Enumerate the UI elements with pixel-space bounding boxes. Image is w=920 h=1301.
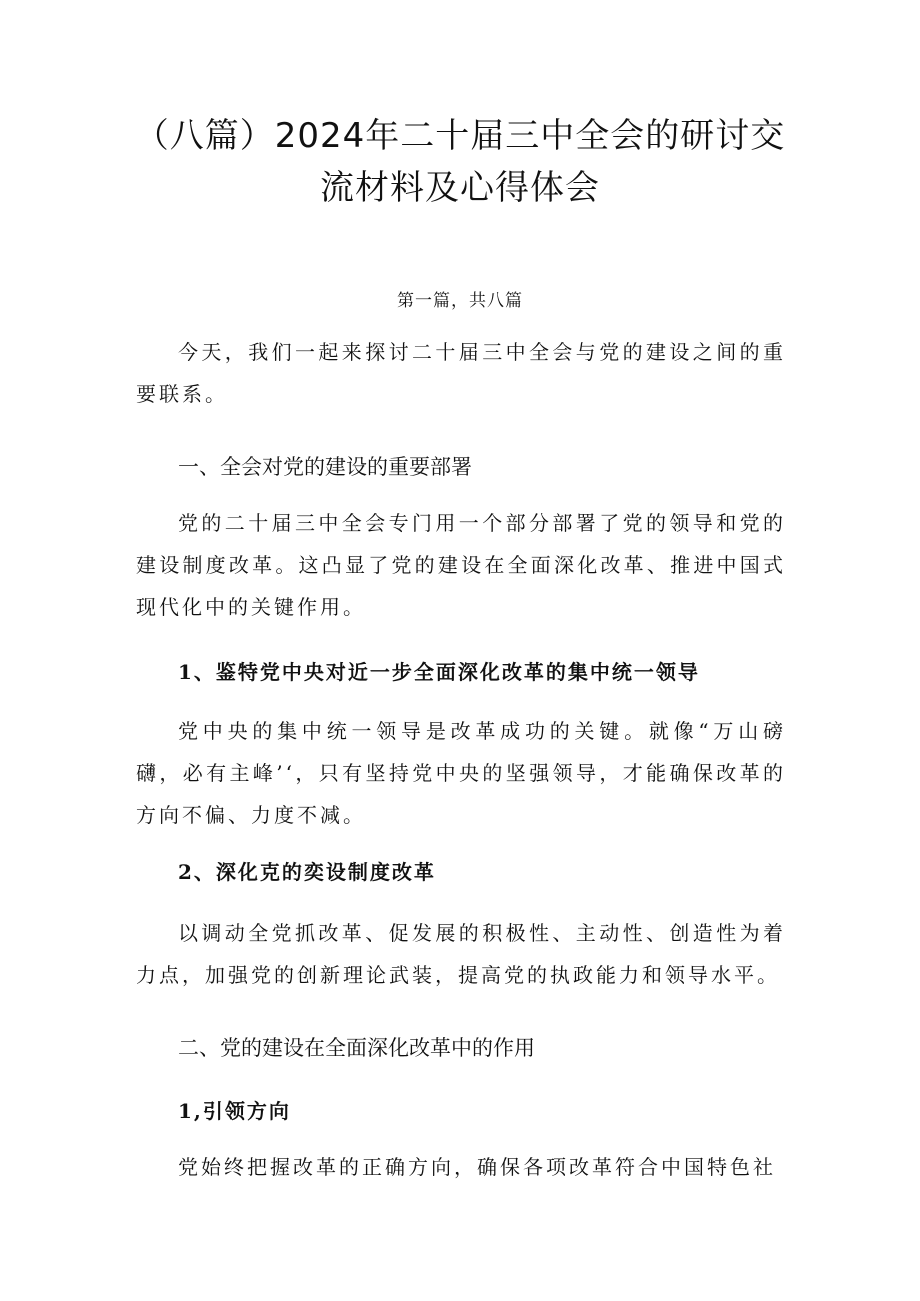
section-1-heading: 一、全会对党的建设的重要部署 bbox=[178, 455, 472, 479]
document-subtitle: 第一篇，共八篇 bbox=[397, 291, 523, 311]
intro-paragraph: 今天，我们一起来探讨二十届三中全会与党的建设之间的重要联系。 bbox=[136, 340, 786, 406]
document-title-line-1: （八篇）2024年二十届三中全会的研讨交 bbox=[134, 116, 786, 156]
section-2-item-1-paragraph: 党始终把握改革的正确方向，确保各项改革符合中国特色社 bbox=[178, 1155, 776, 1179]
section-1-item-1-paragraph: 党中央的集中统一领导是改革成功的关键。就像“万山磅礴，必有主峰’‘，只有坚持党中央的坚强领导，才能确保改革的方向不偏、力度不减。 bbox=[136, 719, 786, 827]
section-1-item-2-heading: 2、深化克的奕设制度改革 bbox=[178, 860, 436, 884]
section-1-paragraph: 党的二十届三中全会专门用一个部分部署了党的领导和党的建设制度改革。这凸显了党的建设在全面深化改革、推进中国式现代化中的关键作用。 bbox=[136, 511, 786, 619]
section-1-item-2-paragraph: 以调动全党抓改革、促发展的积极性、主动性、创造性为着力点，加强党的创新理论武装，提高党的执政能力和领导水平。 bbox=[136, 921, 786, 987]
document-title-line-2: 流材料及心得体会 bbox=[320, 168, 600, 208]
section-1-item-1-heading: 1、鉴特党中央对近一步全面深化改革的集中统一领导 bbox=[178, 660, 700, 684]
section-2-heading: 二、党的建设在全面深化改革中的作用 bbox=[178, 1036, 535, 1060]
section-2-item-1-heading: 1,引领方向 bbox=[178, 1099, 291, 1123]
